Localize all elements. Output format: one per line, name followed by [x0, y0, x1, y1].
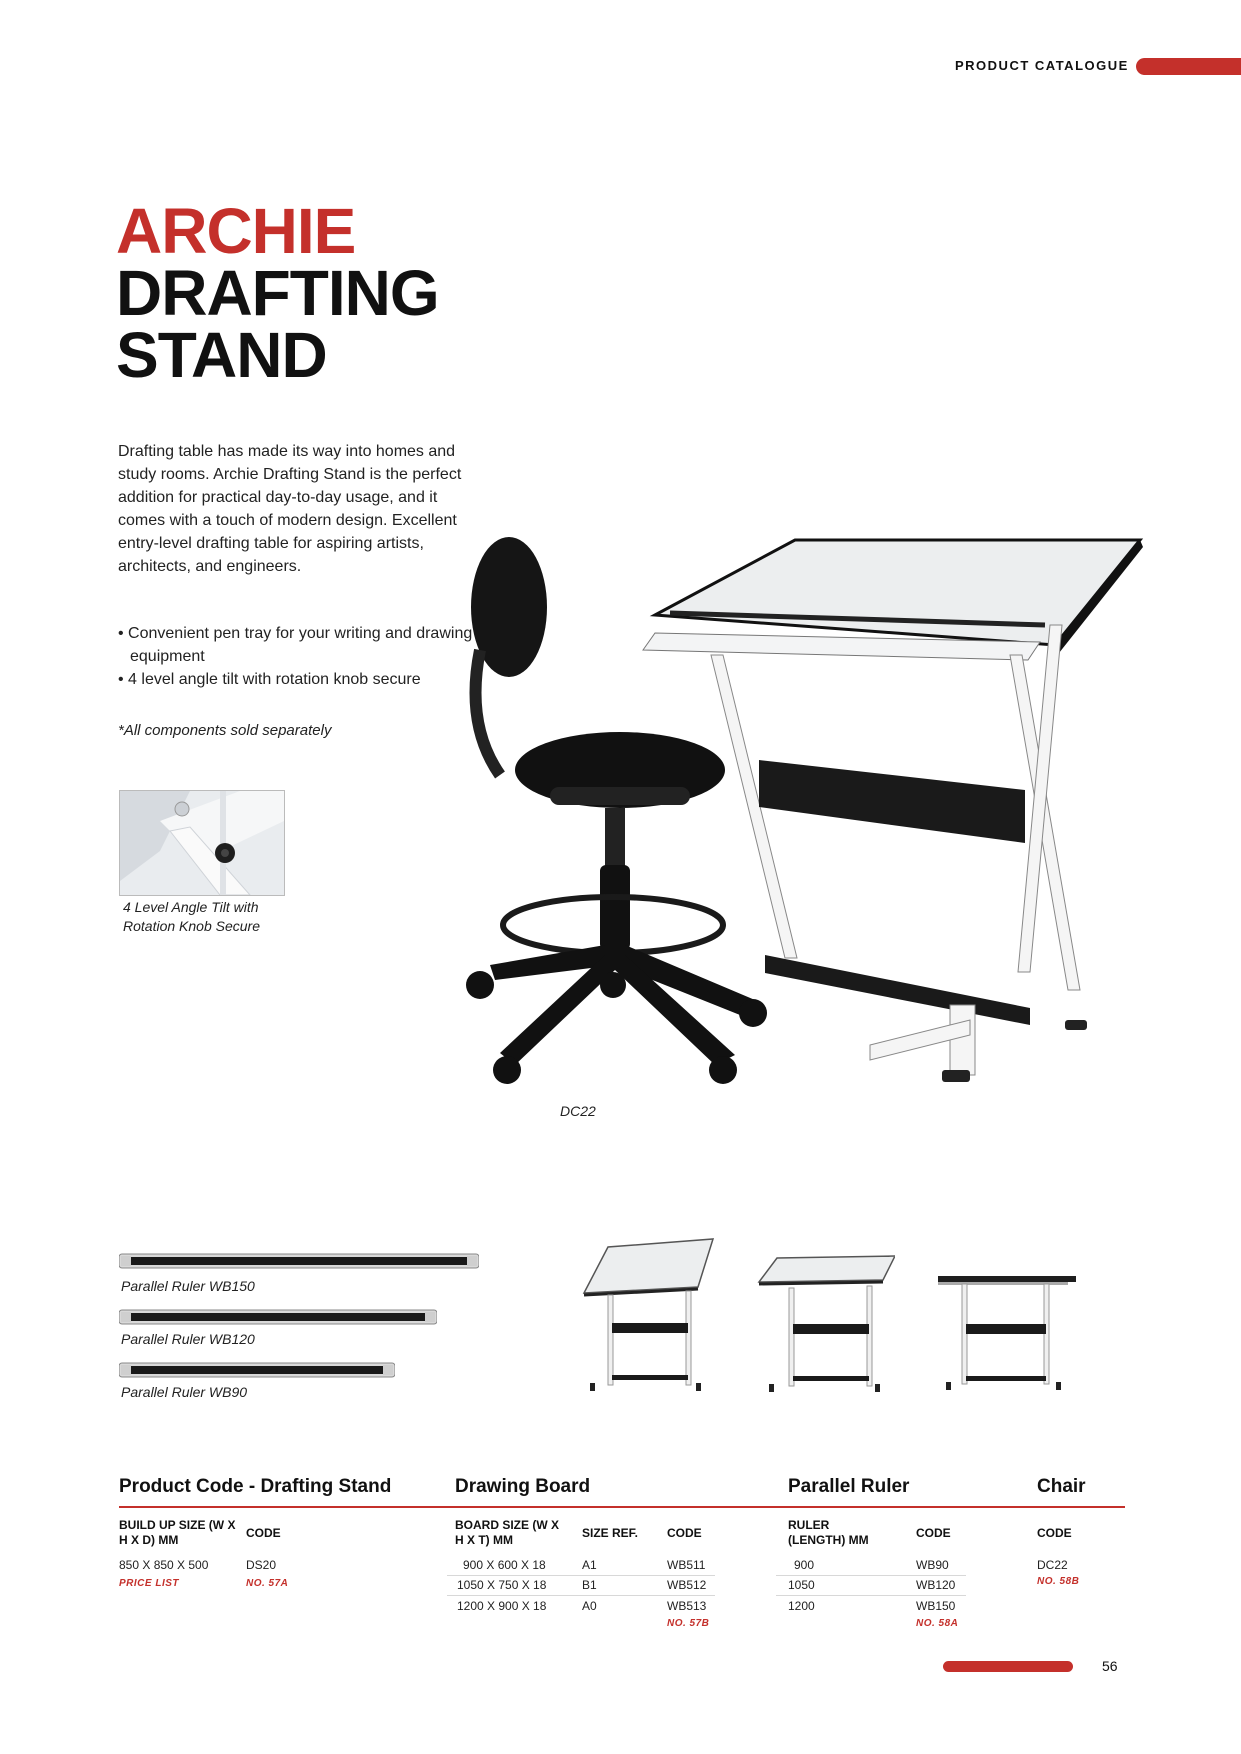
row-divider [776, 1575, 966, 1576]
board-size-ref: B1 [582, 1578, 597, 1592]
ruler-code: WB90 [916, 1558, 949, 1572]
col-ruler-length: RULER (LENGTH) MM [788, 1518, 869, 1547]
ruler-price-ref: NO. 58A [916, 1618, 959, 1629]
detail-caption-line: 4 Level Angle Tilt with [123, 899, 259, 915]
board-size-ref: A1 [582, 1558, 597, 1572]
stand-variant-b1-image [755, 1248, 895, 1403]
col-build-up-size: BUILD UP SIZE (W X H X D) MM [119, 1518, 236, 1547]
col-size-ref: SIZE REF. [582, 1526, 639, 1540]
row-divider [776, 1595, 966, 1596]
footer-accent-bar [943, 1661, 1073, 1672]
parallel-ruler-heading: Parallel Ruler [788, 1476, 910, 1497]
col-board-size: BOARD SIZE (W X H X T) MM [455, 1518, 559, 1547]
feature-item: • Convenient pen tray for your writing and drawing equipment [118, 625, 473, 665]
ruler-caption: Parallel Ruler WB150 [121, 1278, 255, 1294]
ruler-code: WB150 [916, 1599, 956, 1613]
board-size: 1200 X 900 X 18 [457, 1599, 547, 1613]
stand-size: 850 X 850 X 500 [119, 1558, 209, 1572]
row-divider [447, 1595, 715, 1596]
page-title [116, 195, 439, 391]
col-code: CODE [246, 1526, 281, 1540]
detail-caption [123, 898, 260, 936]
board-size-ref: A0 [582, 1599, 597, 1613]
board-code: WB513 [667, 1599, 707, 1613]
ruler-caption: Parallel Ruler WB120 [121, 1331, 255, 1347]
ruler-wb150-image [119, 1250, 479, 1277]
chair-caption: DC22 [560, 1103, 596, 1119]
board-size: 1050 X 750 X 18 [457, 1578, 547, 1592]
row-divider [447, 1575, 715, 1576]
col-code: CODE [916, 1526, 951, 1540]
drawing-board-heading: Drawing Board [455, 1476, 591, 1497]
feature-item: • 4 level angle tilt with rotation knob secure [118, 671, 421, 688]
page-number: 56 [1102, 1658, 1118, 1674]
ruler-length: 900 [794, 1558, 815, 1572]
stand-variant-a1-image [578, 1235, 718, 1405]
chair-price-ref: NO. 58B [1037, 1576, 1080, 1587]
ruler-code: WB120 [916, 1578, 956, 1592]
stand-price-ref: NO. 57A [246, 1578, 289, 1589]
col-code: CODE [667, 1526, 702, 1540]
price-list-ref: PRICE LIST [119, 1578, 180, 1589]
tilt-knob-detail-image [119, 790, 285, 896]
board-code: WB511 [667, 1558, 706, 1572]
ruler-length: 1200 [788, 1599, 815, 1613]
detail-caption-line: Rotation Knob Secure [123, 918, 260, 934]
components-note: *All components sold separately [118, 722, 332, 739]
title-line-3: STAND [116, 319, 327, 391]
col-code: CODE [1037, 1526, 1072, 1540]
chair-code: DC22 [1037, 1558, 1068, 1572]
drafting-stand-with-chair-image [455, 525, 1155, 1135]
title-line-2: DRAFTING [116, 257, 439, 329]
intro-paragraph: Drafting table has made its way into homes and study rooms. Archie Drafting Stand is the perfect addition for practical day-to-day usage, and it comes with a touch of modern design. Excellent entry-level drafting table for aspiring artists, architects, and engineers. [118, 443, 462, 575]
board-code: WB512 [667, 1578, 707, 1592]
board-price-ref: NO. 57B [667, 1618, 710, 1629]
feature-list [118, 622, 478, 691]
board-size: 900 X 600 X 18 [463, 1558, 546, 1572]
ruler-length: 1050 [788, 1578, 815, 1592]
catalogue-label: PRODUCT CATALOGUE [955, 58, 1129, 73]
stand-variant-a0-image [932, 1268, 1080, 1403]
drafting-stand-heading: Product Code - Drafting Stand [119, 1476, 392, 1497]
ruler-wb120-image [119, 1306, 437, 1333]
chair-heading: Chair [1037, 1476, 1086, 1497]
table-divider [119, 1506, 1125, 1508]
ruler-caption: Parallel Ruler WB90 [121, 1384, 248, 1400]
ruler-wb90-image [119, 1359, 395, 1386]
stand-code: DS20 [246, 1558, 277, 1572]
title-accent: ARCHIE [116, 195, 356, 267]
header-accent-bar [1136, 58, 1241, 75]
